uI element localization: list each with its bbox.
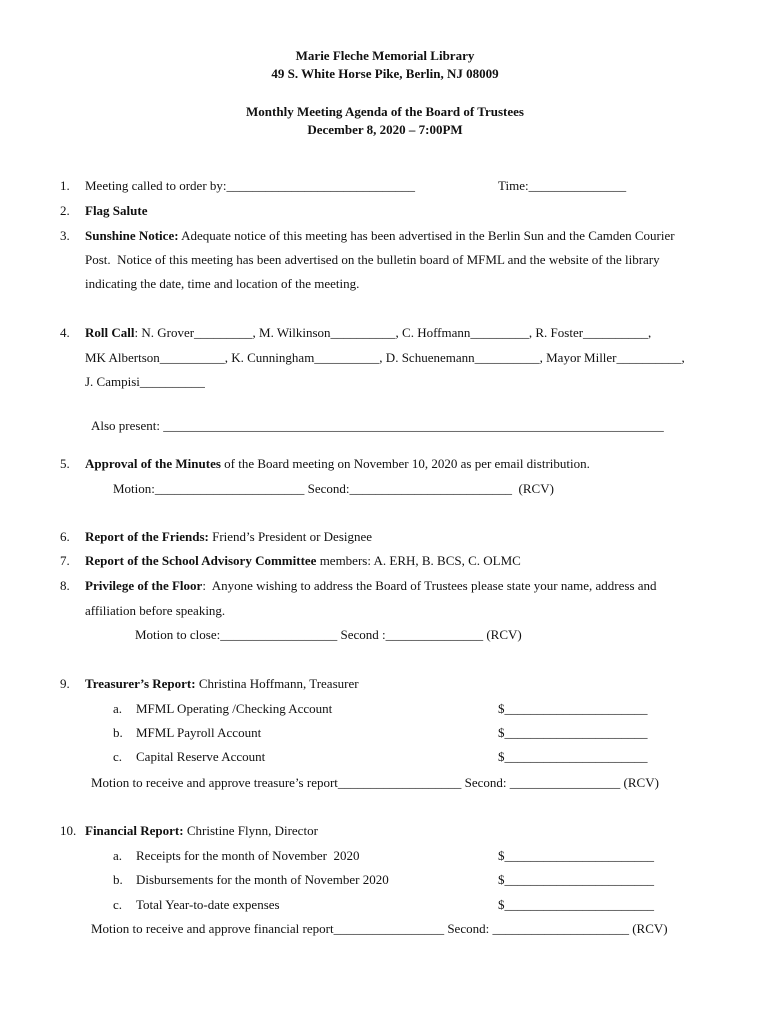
item-number: 9.	[60, 676, 70, 691]
sub-label: Total Year-to-date expenses	[136, 897, 280, 912]
floor-line-1	[85, 578, 657, 594]
roll-call-line-1	[85, 325, 651, 341]
friends-line	[85, 529, 372, 545]
item-number: 8.	[60, 578, 70, 593]
floor-text-2: affiliation before speaking.	[85, 603, 226, 618]
item-number: 10.	[60, 823, 77, 838]
sunshine-text-2: Post. Notice of this meeting has been advertised on the bulletin board of MFML and the website of the library	[85, 252, 660, 267]
sub-letter: a.	[113, 848, 123, 863]
friends-heading: Report of the Friends:	[85, 529, 209, 544]
sub-label: MFML Payroll Account	[136, 725, 262, 740]
financial-line	[85, 823, 318, 839]
school-advisory-text: members: A. ERH, B. BCS, C. OLMC	[316, 553, 521, 568]
meeting-date: December 8, 2020 – 7:00PM	[307, 122, 463, 137]
treasurer-heading: Treasurer’s Report:	[85, 676, 196, 691]
called-to-order-line: Meeting called to order by:_____________________________	[85, 178, 416, 193]
minutes-line	[85, 456, 590, 472]
sub-label: Receipts for the month of November 2020	[136, 848, 360, 863]
minutes-heading: Approval of the Minutes	[85, 456, 221, 471]
sub-amount: $______________________	[498, 701, 648, 716]
sunshine-text-3: indicating the date, time and location of the meeting.	[85, 276, 360, 291]
sunshine-line-1	[85, 228, 675, 244]
also-present-line: Also present: _____________________________________________________________________________	[91, 418, 664, 433]
sub-amount: $______________________	[498, 749, 648, 764]
treasurer-line	[85, 676, 359, 692]
library-address: 49 S. White Horse Pike, Berlin, NJ 08009	[271, 66, 499, 81]
item-number: 5.	[60, 456, 70, 471]
sub-letter: c.	[113, 749, 123, 764]
financial-heading: Financial Report:	[85, 823, 184, 838]
sub-label: MFML Operating /Checking Account	[136, 701, 333, 716]
financial-motion-line: Motion to receive and approve financial report_________________ Second: _____________________ (RCV)	[91, 921, 668, 936]
sub-amount: $______________________	[498, 725, 648, 740]
sub-letter: c.	[113, 897, 123, 912]
floor-motion-line: Motion to close:__________________ Second :_______________ (RCV)	[135, 627, 522, 642]
sunshine-text-1: Adequate notice of this meeting has been advertised in the Berlin Sun and the Camden Courier	[178, 228, 675, 243]
item-number: 2.	[60, 203, 70, 218]
sub-label: Capital Reserve Account	[136, 749, 266, 764]
item-number: 3.	[60, 228, 70, 243]
minutes-text: of the Board meeting on November 10, 2020 as per email distribution.	[220, 456, 590, 471]
minutes-motion-line: Motion:_______________________ Second:_________________________ (RCV)	[113, 481, 554, 496]
sub-amount: $_______________________	[498, 848, 654, 863]
sub-label: Disbursements for the month of November 2020	[136, 872, 389, 887]
friends-text: Friend’s President or Designee	[208, 529, 373, 544]
item-number: 1.	[60, 178, 70, 193]
sunshine-heading: Sunshine Notice:	[85, 228, 179, 243]
roll-call-text-3: J. Campisi__________	[85, 374, 205, 389]
roll-call-heading: Roll Call	[85, 325, 135, 340]
sub-letter: a.	[113, 701, 123, 716]
item-number: 6.	[60, 529, 70, 544]
time-line: Time:_______________	[498, 178, 627, 193]
sub-amount: $_______________________	[498, 897, 654, 912]
floor-heading: Privilege of the Floor	[85, 578, 203, 593]
item-number: 4.	[60, 325, 70, 340]
financial-text: Christine Flynn, Director	[183, 823, 318, 838]
library-name: Marie Fleche Memorial Library	[295, 48, 475, 63]
roll-call-text-2: MK Albertson__________, K. Cunningham__________, D. Schuenemann__________, Mayor Miller__________,	[85, 350, 685, 365]
sub-letter: b.	[113, 725, 123, 740]
agenda-title: Monthly Meeting Agenda of the Board of Trustees	[246, 104, 524, 119]
roll-call-text-1: : N. Grover_________, M. Wilkinson__________, C. Hoffmann_________, R. Foster__________,	[134, 325, 652, 340]
school-advisory-line	[85, 553, 521, 569]
item-number: 7.	[60, 553, 70, 568]
floor-text-1: : Anyone wishing to address the Board of Trustees please state your name, address and	[202, 578, 657, 593]
treasurer-text: Christina Hoffmann, Treasurer	[195, 676, 359, 691]
treasurer-motion-line: Motion to receive and approve treasure’s report___________________ Second: _________________ (RCV)	[91, 775, 659, 790]
sub-letter: b.	[113, 872, 123, 887]
flag-salute-heading: Flag Salute	[85, 203, 148, 218]
school-advisory-heading: Report of the School Advisory Committee	[85, 553, 317, 568]
sub-amount: $_______________________	[498, 872, 654, 887]
